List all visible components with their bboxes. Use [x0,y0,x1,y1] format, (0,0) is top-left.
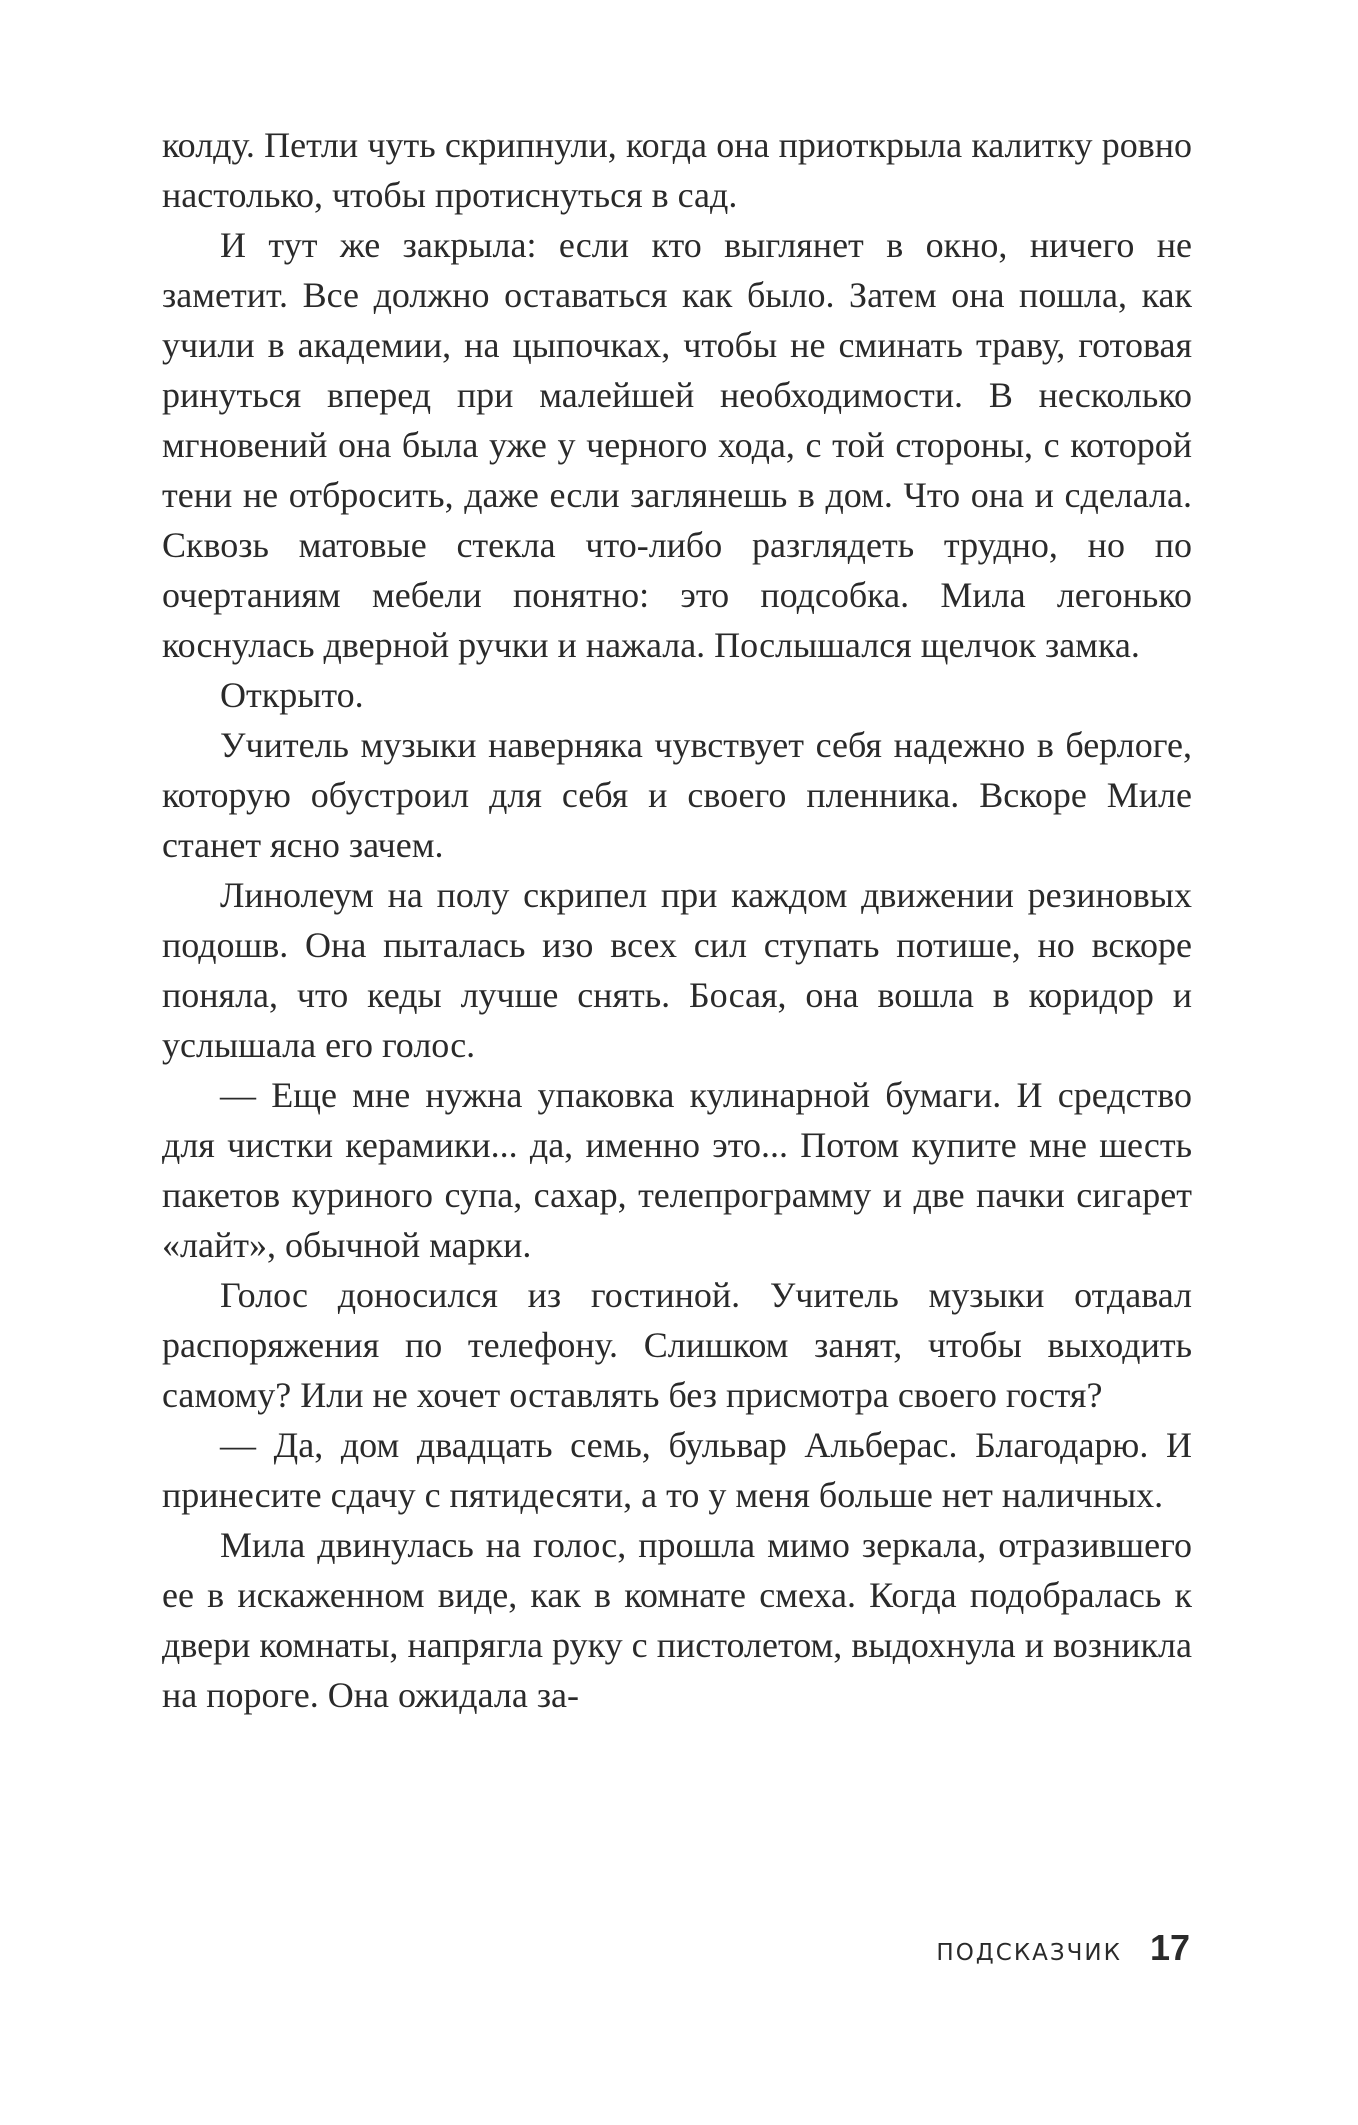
page-number: 17 [1149,1927,1190,1968]
page-footer [936,1927,1190,1969]
paragraph-4: Учитель музыки наверняка чувствует себя надежно в берлоге, которую обустроил для себя и своего пленника. Вскоре Миле станет ясно зачем. [162,725,1192,865]
paragraph-3: Открыто. [220,675,364,715]
paragraph-5: Линолеум на полу скрипел при каждом движении резиновых подошв. Она пыталась изо всех сил ступать потише, но вскоре поняла, что кеды лучше снять. Босая, она вошла в коридор и услышала его голос. [162,875,1192,1065]
running-title: ПОДСКАЗЧИК [936,1940,1122,1966]
paragraph-7: Голос доносился из гостиной. Учитель музыки отдавал распоряжения по телефону. Слишком занят, чтобы выходить самому? Или не хочет оставлять без присмотра своего гостя? [162,1275,1192,1415]
paragraph-1: колду. Петли чуть скрипнули, когда она приоткрыла калитку ровно настолько, чтобы протиснуться в сад. [162,125,1192,215]
paragraph-6: — Еще мне нужна упаковка кулинарной бумаги. И средство для чистки керамики... да, именно это... Потом купите мне шесть пакетов куриного супа, сахар, телепрограмму и две пачки сигарет «лайт», обычной марки. [162,1075,1192,1265]
paragraph-9: Мила двинулась на голос, прошла мимо зеркала, отразившего ее в искаженном виде, как в комнате смеха. Когда подобралась к двери комнаты, напрягла руку с пистолетом, выдохнула и возникла на пороге. Она ожидала за- [162,1525,1192,1715]
paragraph-2: И тут же закрыла: если кто выглянет в окно, ничего не заметит. Все должно оставаться как было. Затем она пошла, как учили в академии, на цыпочках, чтобы не сминать траву, готовая ринуться вперед при малейшей необходимости. В несколько мгновений она была уже у черного хода, с той стороны, с которой тени не отбросить, даже если заглянешь в дом. Что она и сделала. Сквозь матовые стекла что-либо разглядеть трудно, но по очертаниям мебели понятно: это подсобка. Мила легонько коснулась дверной ручки и нажала. Послышался щелчок замка. [162,225,1192,665]
body-text [162,120,1192,1720]
paragraph-8: — Да, дом двадцать семь, бульвар Альберас. Благодарю. И принесите сдачу с пятидесяти, а то у меня больше нет наличных. [162,1425,1192,1515]
